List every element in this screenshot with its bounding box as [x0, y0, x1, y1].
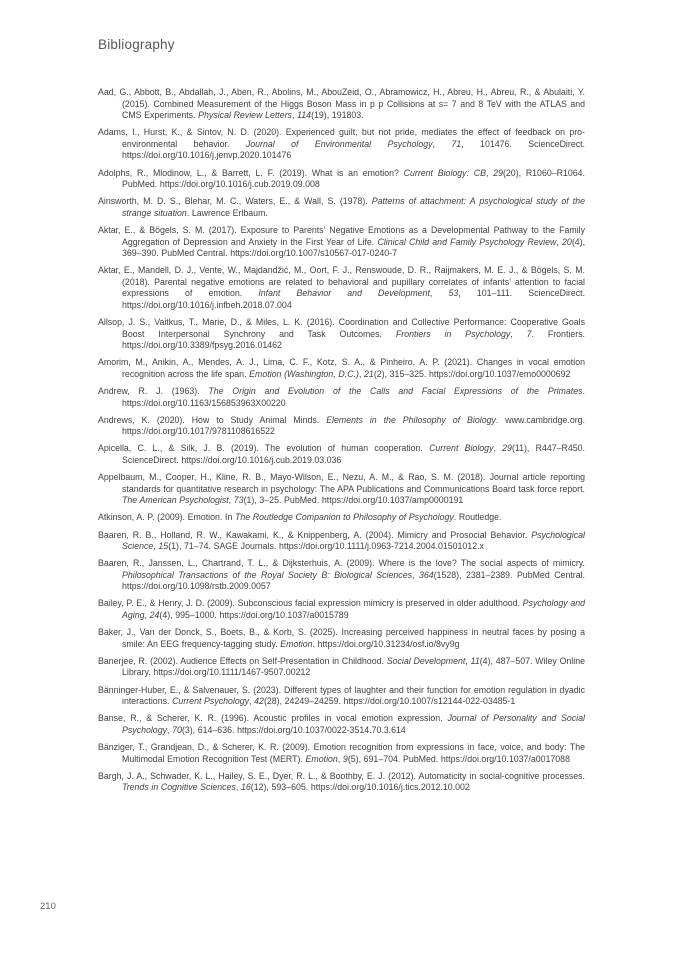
reference-source-italic: Journal of Personality and Social Psychology	[122, 713, 585, 735]
reference-text: . Frontiers. https://doi.org/10.3389/fpsyg.2016.01462	[122, 328, 586, 351]
page-title: Bibliography	[98, 37, 175, 52]
reference-text: (19), 191803.	[311, 110, 364, 121]
reference-text: . https://doi.org/10.31234/osf.io/8vy9g	[312, 638, 460, 649]
reference-source-italic: Clinical Child and Family Psychology Review	[377, 236, 557, 247]
reference-text: ,	[486, 167, 494, 178]
reference-text: ,	[235, 782, 241, 793]
reference-entry	[98, 357, 585, 380]
reference-source-italic: 73	[233, 495, 244, 506]
reference-text: Baker, J., Van der Donck, S., Boets, B., & Korb, S. (2025). Increasing perceived happiness in neutral faces by posing a smile: An EEG frequency-tagging study.	[98, 627, 585, 649]
reference-source-italic: Elements in the Philosophy of Biology	[326, 414, 496, 425]
reference-text: Adams, I., Hurst, K., & Sintov, N. D. (2020). Experienced guilt, but not pride, mediates the effect of feedback on pro-environmental behavior.	[98, 127, 585, 149]
reference-text: . Lawrence Erlbaum.	[186, 207, 268, 218]
reference-source-italic: 29	[493, 167, 503, 178]
reference-source-italic: 7	[526, 328, 532, 339]
reference-source-italic: Philosophical Transactions of the Royal Society B: Biological Sciences	[122, 569, 412, 580]
reference-entry	[98, 656, 585, 679]
reference-entry	[98, 196, 585, 219]
reference-text: (20), R1060–R1064. PubMed. https://doi.org/10.1016/j.cub.2019.09.008	[122, 167, 585, 190]
reference-text: ,	[144, 610, 150, 621]
reference-text: Aad, G., Abbott, B., Abdallah, J., Aben, R., Abolins, M., AbouZeid, O., Abramowicz, H., Abreu, H., Abreu, R., & Abulaiti, Y. (2015). Combined Measurement of the Higgs Boson Mass in p p Collisions at s= 7 and 8 TeV with the ATLAS and CMS Experiments.	[98, 87, 585, 121]
reference-source-italic: 11	[470, 655, 480, 666]
reference-entry	[98, 127, 585, 162]
reference-entry	[98, 225, 585, 260]
reference-source-italic: 364	[418, 569, 434, 580]
reference-text: Bargh, J. A., Schwader, K. L., Hailey, S. E., Dyer, R. L., & Boothby, E. J. (2012). Automaticity in social-cognitive processes.	[98, 770, 585, 781]
reference-source-italic: 15	[158, 541, 169, 552]
reference-source-italic: 70	[172, 724, 182, 735]
reference-text: (4), 995–1000. https://doi.org/10.1037/a0015789	[159, 610, 349, 621]
reference-text: (3), 614–636. https://doi.org/10.1037/0022-3514.70.3.614	[181, 724, 406, 735]
reference-source-italic: Psychology and Aging	[122, 598, 585, 621]
reference-entry	[98, 443, 585, 466]
reference-text: Andrew, R. J. (1963).	[98, 386, 209, 397]
reference-text: ,	[337, 753, 343, 764]
reference-entry	[98, 598, 585, 621]
reference-source-italic: The Routledge Companion to Philosophy of Psychology	[234, 512, 454, 523]
reference-text: Ainsworth, M. D. S., Blehar, M. C., Waters, E., & Wall, S. (1978).	[98, 196, 372, 207]
reference-text: Aktar, E., & Bögels, S. M. (2017). Exposure to Parents’ Negative Emotions as a Developmental Pathway to the Family Aggregation of Depression and Anxiety in the First Year of Life.	[98, 224, 585, 247]
reference-text: Allsop, J. S., Vaitkus, T., Marie, D., & Miles, L. K. (2016). Coordination and Collective Performance: Cooperative Goals Boost Interpersonal Synchrony and Task Outcomes.	[98, 317, 585, 339]
reference-source-italic: Current Biology: CB	[403, 167, 486, 178]
reference-text: Andrews, K. (2020). How to Study Animal Minds.	[98, 414, 327, 425]
reference-source-italic: 114	[297, 110, 312, 121]
reference-source-italic: Current Psychology	[172, 696, 250, 707]
reference-entry	[98, 87, 585, 122]
reference-text: ,	[228, 495, 234, 506]
reference-entry	[98, 558, 585, 593]
reference-source-italic: 21	[364, 368, 374, 379]
reference-text: Bänziger, T., Grandjean, D., & Scherer, K. R. (2009). Emotion recognition from expressions in face, voice, and body: The Multimodal Emotion Recognition Test (MERT).	[98, 741, 585, 764]
reference-source-italic: 29	[502, 443, 512, 454]
reference-text: (4), 487–507. Wiley Online Library. https://doi.org/10.1111/1467-9507.00212	[122, 655, 586, 678]
reference-entry	[98, 168, 585, 191]
reference-source-italic: 53	[448, 288, 459, 299]
reference-entry	[98, 742, 585, 765]
reference-text: ,	[291, 110, 298, 121]
reference-text: (2), 315–325. https://doi.org/10.1037/emo0000692	[373, 368, 571, 379]
reference-text: . Routledge.	[453, 512, 502, 523]
reference-entry	[98, 265, 585, 311]
reference-source-italic: Psychological Science	[122, 529, 585, 552]
reference-text: Baaren, R., Janssen, L., Chartrand, T. L., & Dijksterhuis, A. (2009). Where is the love? The social aspects of mimicry.	[98, 558, 585, 569]
reference-text: (5), 691–704. PubMed. https://doi.org/10.1037/a0017088	[347, 753, 570, 764]
reference-text: , 101476. ScienceDirect. https://doi.org/10.1016/j.jenvp.2020.101476	[122, 138, 585, 161]
reference-source-italic: Infant Behavior and Development	[258, 288, 430, 299]
reference-text: Banse, R., & Scherer, K. R. (1996). Acoustic profiles in vocal emotion expression.	[98, 713, 448, 724]
reference-source-italic: Frontiers in Psychology	[395, 328, 511, 339]
reference-text: Adolphs, R., Mlodinow, L., & Barrett, L. F. (2019). What is an emotion?	[98, 167, 404, 178]
reference-source-italic: 16	[240, 782, 251, 793]
reference-source-italic: Emotion	[280, 638, 313, 649]
reference-entry	[98, 386, 585, 409]
reference-text: ,	[465, 655, 471, 666]
reference-source-italic: Journal of Environmental Psychology	[245, 138, 433, 149]
reference-text: Atkinson, A. P. (2009). Emotion. In	[98, 512, 235, 523]
reference-text: ,	[412, 569, 419, 580]
reference-source-italic: 9	[342, 753, 348, 764]
reference-text: ,	[153, 541, 159, 552]
reference-source-italic: Emotion	[305, 753, 338, 764]
reference-text: ,	[432, 138, 452, 149]
reference-source-italic: Patterns of attachment: A psychological study of the strange situation	[122, 196, 586, 218]
reference-text: Apicella, C. L., & Silk, J. B. (2019). The evolution of human cooperation.	[98, 443, 430, 454]
reference-source-italic: Current Biology	[429, 443, 494, 454]
reference-text: Appelbaum, M., Cooper, H., Kline, R. B., Mayo-Wilson, E., Nezu, A. M., & Rao, S. M. (2018). Journal article reporting standards for quantitative research in psychology: The APA Publications and Communications Board task force report.	[98, 472, 585, 494]
reference-text: ,	[429, 288, 449, 299]
page-number: 210	[40, 901, 56, 912]
reference-source-italic: Social Development	[386, 655, 466, 666]
reference-text: ,	[249, 696, 255, 707]
reference-entry	[98, 771, 585, 794]
reference-text: Bailey, P. E., & Henry, J. D. (2009). Subconscious facial expression mimicry is preserved in older adulthood.	[98, 598, 523, 609]
reference-text: (1), 3–25. PubMed. https://doi.org/10.1037/amp0000191	[243, 495, 464, 506]
reference-entry	[98, 685, 585, 708]
reference-text: Aktar, E., Mandell, D. J., Vente, W., Majdandžić, M., Oort, F. J., Renswoude, D. R., Raijmakers, M. E. J., & Bögels, S. M. (2018). Parental negative emotions are related to behavioral and pupillary correlates of infants’ attention to facial expressions of emotion.	[98, 265, 585, 299]
reference-source-italic: The Origin and Evolution of the Calls and Facial Expressions of the Primates	[208, 386, 583, 397]
reference-entry	[98, 317, 585, 352]
reference-text: ,	[167, 724, 173, 735]
reference-text: (11), R447–R450. ScienceDirect. https://doi.org/10.1016/j.cub.2019.03.036	[122, 443, 585, 466]
reference-text: Bänninger-Huber, E., & Salvenauer, S. (2023). Different types of laughter and their function for emotion regulation in dyadic interactions.	[98, 684, 585, 707]
reference-source-italic: The American Psychologist	[122, 495, 229, 506]
reference-text: , 101–111. ScienceDirect. https://doi.org/10.1016/j.infbeh.2018.07.004	[122, 288, 586, 310]
reference-text: (28), 24249–24259. https://doi.org/10.1007/s12144-022-03485-1	[263, 696, 516, 707]
reference-text: (1528), 2381–2389. PubMed Central. https://doi.org/10.1098/rstb.2009.0057	[122, 569, 585, 592]
reference-entry	[98, 713, 585, 736]
reference-text: ,	[556, 236, 563, 247]
reference-text: ,	[493, 443, 503, 454]
reference-text: . www.cambridge.org. https://doi.org/10.1017/9781108616522	[122, 414, 585, 437]
reference-text: ,	[510, 328, 527, 339]
reference-text: . https://doi.org/10.1163/156853963X00220	[122, 386, 585, 408]
reference-source-italic: Emotion (Washington, D.C.)	[249, 368, 359, 379]
reference-source-italic: Physical Review Letters	[198, 110, 292, 121]
reference-entry	[98, 512, 585, 524]
reference-text: ,	[358, 368, 365, 379]
reference-source-italic: 20	[562, 236, 572, 247]
reference-source-italic: 24	[149, 610, 160, 621]
reference-list	[98, 87, 585, 799]
reference-source-italic: Trends in Cognitive Sciences	[122, 782, 236, 793]
reference-entry	[98, 472, 585, 507]
reference-entry	[98, 530, 585, 553]
reference-text: Banerjee, R. (2002). Audience Effects on Self-Presentation in Childhood.	[98, 655, 387, 666]
reference-text: Baaren, R. B., Holland, R. W., Kawakami, K., & Knippenberg, A. (2004). Mimicry and Prosocial Behavior.	[98, 529, 532, 540]
reference-text: (12), 593–605. https://doi.org/10.1016/j.tics.2012.10.002	[250, 782, 470, 793]
reference-text: Amorim, M., Anikin, A., Mendes, A. J., Lima, C. F., Kotz, S. A., & Pinheiro, A. P. (2021). Changes in vocal emotion recognition across the life span.	[98, 357, 585, 379]
reference-text: (1), 71–74. SAGE Journals. https://doi.org/10.1111/j.0963-7214.2004.01501012.x	[168, 541, 484, 552]
reference-entry	[98, 415, 585, 438]
reference-source-italic: 42	[254, 696, 264, 707]
reference-text: (4), 369–390. PubMed Central. https://doi.org/10.1007/s10567-017-0240-7	[122, 236, 586, 259]
reference-entry	[98, 627, 585, 650]
reference-source-italic: 71	[451, 138, 462, 149]
